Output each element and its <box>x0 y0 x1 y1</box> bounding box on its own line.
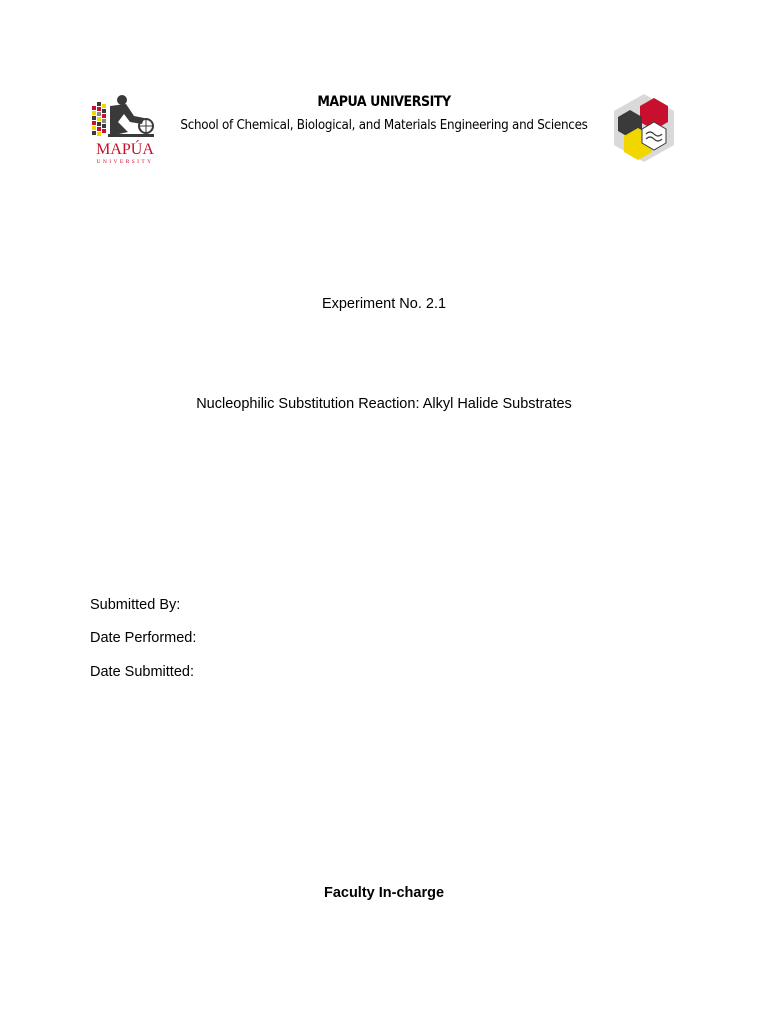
logo-subtext: UNIVERSITY <box>96 159 154 165</box>
submitted-by-label: Submitted By: <box>90 597 181 613</box>
experiment-number: Experiment No. 2.1 <box>321 296 447 312</box>
experiment-title: Nucleophilic Substitution Reaction: Alkyl Halide Substrates <box>196 396 572 412</box>
logo-wordmark: MAPÚA <box>96 141 154 158</box>
university-name: MAPUA UNIVERSITY <box>317 94 451 110</box>
school-name: School of Chemical, Biological, and Materials Engineering and Sciences <box>180 118 588 133</box>
faculty-in-charge-label: Faculty In-charge <box>323 885 445 901</box>
date-submitted-label: Date Submitted: <box>90 664 194 680</box>
school-hexagon-logo <box>608 92 680 164</box>
date-performed-label: Date Performed: <box>90 630 197 646</box>
